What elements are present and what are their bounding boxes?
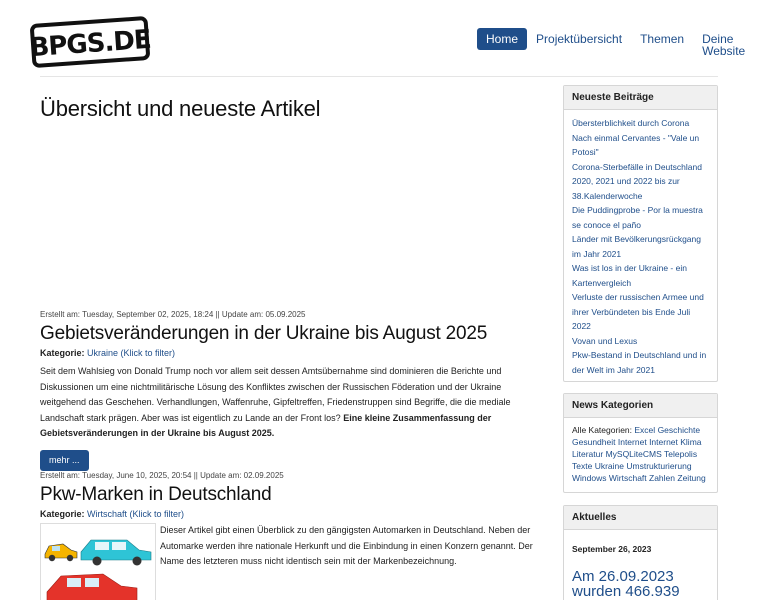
category-filter-link[interactable]: Zeitung [677, 473, 706, 483]
category-filter-link[interactable]: Windows [572, 473, 607, 483]
category-link[interactable]: Ukraine (Klick to filter) [87, 348, 176, 358]
article-pkw [40, 471, 540, 600]
nav-projektuebersicht[interactable]: Projektübersicht [536, 32, 623, 46]
site-logo[interactable] [28, 14, 152, 70]
nav-home[interactable]: Home [477, 28, 527, 50]
category-filter-link[interactable]: Gesundheit [572, 437, 616, 447]
latest-posts-list [564, 110, 717, 383]
latest-posts-panel [563, 85, 718, 382]
nav-themen[interactable]: Themen [640, 32, 685, 46]
panel-title: Aktuelles [564, 506, 717, 530]
article-meta: Erstellt am: Tuesday, June 10, 2025, 20:54 || Update am: 02.09.2025 [40, 471, 284, 480]
more-button[interactable]: mehr ... [40, 450, 89, 471]
latest-post-link[interactable]: Übersterblichkeit durch Corona [572, 118, 690, 128]
latest-post-link[interactable]: Corona-Sterbefälle in Deutschland 2020, 2021 und 2022 bis zur 38.Kalenderwoche [572, 161, 702, 201]
news-panel [563, 505, 718, 600]
category-filter-link[interactable]: Internet [617, 437, 647, 447]
article-category [40, 509, 540, 519]
header-divider [40, 76, 718, 77]
yellow-car-icon [45, 544, 77, 561]
category-filter-link[interactable]: Internet Klima [649, 437, 702, 447]
nav-deine-website[interactable]: Deine Website [702, 32, 746, 58]
main-content [40, 96, 540, 122]
category-filter-link[interactable]: Telepolis [664, 449, 698, 459]
main-nav [477, 28, 760, 58]
latest-post-link[interactable]: Verluste der russischen Armee und ihrer Verbündeten bis Ende Juli 2022 [572, 292, 704, 331]
article-title[interactable]: Pkw-Marken in Deutschland [40, 484, 272, 505]
panel-title: News Kategorien [564, 394, 717, 418]
category-filter-link[interactable]: Texte [572, 461, 593, 471]
categories-label: Alle Kategorien: [572, 425, 633, 435]
cars-thumbnail[interactable] [40, 523, 156, 600]
category-link[interactable]: Wirtschaft (Klick to filter) [87, 509, 185, 519]
category-filter-link[interactable]: Geschichte [657, 425, 701, 435]
article-teaser: Dieser Artikel gibt einen Überblick zu den gängigsten Automarken in Deutschland. Neben der Automarke werden ihre nationale Herkunft und die Einbindung in einen Konzern genannt. Der Name des letzteren muss nicht identisch sein mit der Markenbezeichnung. [160, 525, 533, 566]
latest-post-link[interactable]: Vovan und Lexus [572, 335, 638, 346]
latest-post-link[interactable]: Länder mit Bevölkerungsrückgang im Jahr 2021 [572, 234, 701, 259]
category-filter-link[interactable]: MySQLiteCMS [605, 449, 662, 459]
category-filter-link[interactable]: Zahlen [649, 473, 676, 483]
article-meta: Erstellt am: Tuesday, September 02, 2025, 18:24 || Update am: 05.09.2025 [40, 310, 306, 319]
category-label: Kategorie: [40, 509, 85, 519]
article-title[interactable]: Gebietsveränderungen in der Ukraine bis August 2025 [40, 323, 488, 344]
article-category [40, 348, 540, 358]
categories-list [564, 418, 717, 490]
article-teaser [40, 364, 540, 442]
category-filter-link[interactable]: Wirtschaft [608, 473, 647, 483]
page-title: Übersicht und neueste Artikel [40, 96, 321, 121]
latest-post-link[interactable]: Pkw-Bestand in Deutschland und in der Welt im Jahr 2021 [572, 350, 707, 375]
category-label: Kategorie: [40, 348, 85, 358]
panel-title: Neueste Beiträge [564, 86, 717, 110]
category-filter-link[interactable]: Excel [634, 425, 656, 435]
latest-post-link[interactable]: Die Puddingprobe - Por la muestra se conoce el paño [572, 205, 703, 230]
category-filter-link[interactable]: Umstrukturierung [626, 461, 692, 471]
news-date: September 26, 2023 [572, 544, 652, 554]
category-filter-link[interactable]: Literatur [572, 449, 604, 459]
teaser-text: Seit dem Wahlsieg von Donald Trump noch vor allem seit dessen Amtsübernahme sind dominieren die Berichte und Diskussionen um eine nichtmilitärische Lösung des Konfliktes zwischen der Russischen Föderation und der Ukraine weitgehend das Geschehen. Verhandlungen, Waffenruhe, Gipfeltreffen, Friedenstruppen sind Begriffe, die die mediale Landschaft stark prägen. Aber was ist eigentlich zu Lande an der Front los? [40, 366, 511, 423]
category-filter-link[interactable]: Ukraine [594, 461, 624, 471]
red-car-icon [47, 574, 137, 600]
logo-text: BPGS.DE [28, 24, 152, 64]
categories-panel [563, 393, 718, 493]
latest-post-link[interactable]: Was ist los in der Ukraine - ein Kartenvergleich [572, 263, 687, 288]
news-headline[interactable]: Am 26.09.2023 wurden 466.939 [572, 568, 680, 600]
teaser-bold: Eine kleine Zusammenfassung der Gebietsveränderungen in der Ukraine bis August 2025. [40, 412, 492, 438]
cyan-car-icon [81, 540, 151, 566]
article-ukraine [40, 310, 540, 471]
latest-post-link[interactable]: Nach einmal Cervantes - "Vale un Potosi" [572, 132, 700, 157]
